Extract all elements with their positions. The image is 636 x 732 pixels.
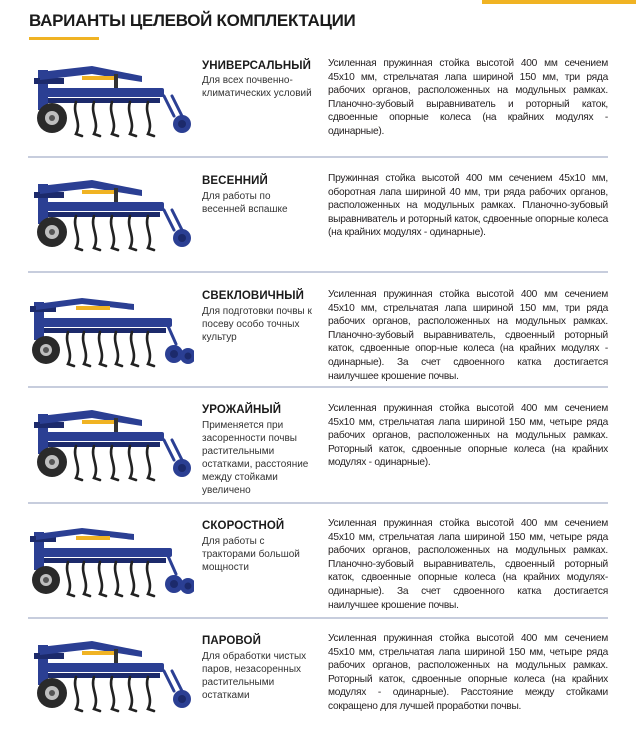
page-title: ВАРИАНТЫ ЦЕЛЕВОЙ КОМПЛЕКТАЦИИ (29, 11, 356, 30)
variant-purpose: Для всех почвенно-климатических условий (202, 75, 312, 99)
variant-name: ПАРОВОЙ (202, 635, 261, 647)
cultivator-illustration (22, 166, 194, 262)
variant-purpose: Для работы с тракторами большой мощности (202, 536, 300, 573)
variant-purpose: Для подготовки почвы к посеву особо точных культур (202, 306, 312, 343)
variant-name: УНИВЕРСАЛЬНЫЙ (202, 60, 312, 72)
variant-purpose: Для обработки чистых паров, незасоренных растительными остатками (202, 651, 307, 701)
row-divider (28, 156, 608, 158)
variant-name: УРОЖАЙНЫЙ (202, 404, 282, 416)
variant-purpose: Для работы по весенней вспашке (202, 191, 288, 215)
variant-description: Усиленная пружинная стойка высотой 400 мм сечением 45х10 мм, стрельчатая лапа шириной 150 мм, четыре ряда рабочих органов, расположенных на модульных рамках. Роторный каток, сдвоенные опорные колеса (на крайних модулях - одинарные). (328, 403, 608, 469)
cultivator-illustration (22, 627, 194, 723)
variant-purpose: Применяется при засоренности почвы растительными остатками, расстояние между стойками увеличено (202, 420, 309, 496)
variant-description: Усиленная пружинная стойка высотой 400 мм сечением 45х10 мм, стрельчатая лапа шириной 150 мм, четыре ряда рабочих органов, расположенных на модульных рамках. Роторный каток, сдвоенные опорные колеса (на крайних модулях - одинарные). Расстояние между стойками сокращено для лучшей проработки почвы. (328, 633, 608, 712)
cultivator-illustration (22, 512, 194, 608)
cultivator-illustration (22, 282, 194, 378)
variant-description: Усиленная пружинная стойка высотой 400 мм сечением 45х10 мм, стрельчатая лапа шириной 150 мм, три ряда рабочих органов, расположенных на модульных рамках. Планочно-зубовый выравниватель, сдвоенный роторный каток, сдвоенные опор-ные колеса (на крайних модулях - одинарные). За счет сдвоенного катка достигается наилучшее крошение почвы. (328, 289, 608, 382)
cultivator-illustration (22, 396, 194, 492)
variant-description: Пружинная стойка высотой 400 мм сечением 45х10 мм, оборотная лапа шириной 40 мм, три ряда рабочих органов, расположенных на модульных рамках. Планочно-зубовый выравниватель и роторный каток, сдвоенные опорные колеса (на крайних модулях - одинарные). (328, 173, 609, 239)
variant-description: Усиленная пружинная стойка высотой 400 мм сечением 45х10 мм, стрельчатая лапа шириной 150 мм, три ряда рабочих органов, расположенных на модульных рамках. Планочно-зубовый выравниватель и роторный каток, сдвоенные опорные колеса (на крайних модулях - одинарные). (328, 58, 608, 137)
cultivator-illustration (22, 52, 194, 148)
variant-description: Усиленная пружинная стойка высотой 400 мм сечением 45х10 мм, стрельчатая лапа шириной 150 мм, четыре ряда рабочих органов, расположенных на модульных рамках. Планочно-зубовый выравниватель, сдвоенный роторный каток, сдвоенные опорные колеса (на крайних модулях- одинарные). За счет сдвоенного катка достигается наилучшее крошение почвы. (328, 518, 608, 611)
variant-name: ВЕСЕННИЙ (202, 175, 268, 187)
title-underline (29, 37, 99, 40)
row-divider (28, 617, 608, 619)
row-divider (28, 271, 608, 273)
row-divider (28, 386, 608, 388)
row-divider (28, 502, 608, 504)
variant-name: СКОРОСТНОЙ (202, 520, 285, 532)
variant-name: СВЕКЛОВИЧНЫЙ (202, 290, 304, 302)
top-accent-bar (482, 0, 636, 4)
